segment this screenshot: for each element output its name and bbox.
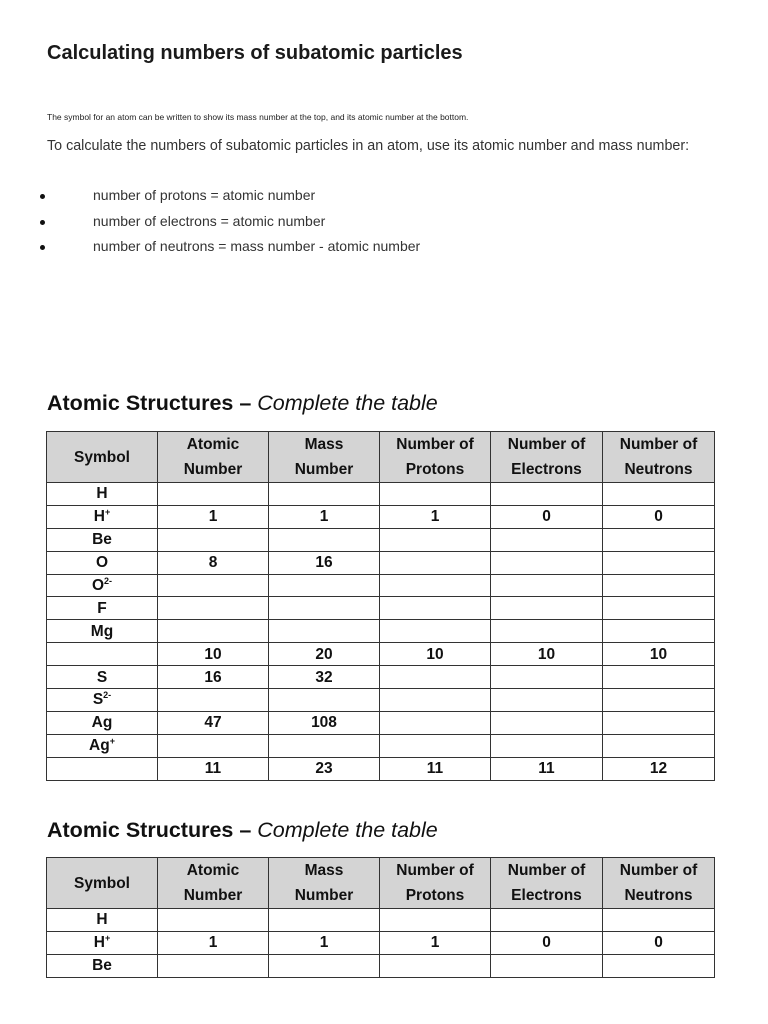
value-cell[interactable] <box>158 620 269 643</box>
column-header-line: Neutrons <box>624 461 693 478</box>
column-header <box>47 432 158 483</box>
table-row <box>47 620 715 643</box>
table-row <box>47 505 715 528</box>
table-row <box>47 734 715 757</box>
element-symbol: H <box>96 911 108 929</box>
value-cell[interactable] <box>269 528 380 551</box>
value-cell[interactable] <box>603 954 715 977</box>
value-cell[interactable] <box>158 574 269 597</box>
column-header <box>380 858 491 909</box>
column-header-line: Atomic <box>186 436 240 453</box>
section-heading-italic: Complete the table <box>257 391 438 415</box>
column-header-line: Number of <box>396 436 474 453</box>
symbol-cell[interactable] <box>47 734 158 757</box>
list-item-text: number of electrons = atomic number <box>93 212 326 229</box>
value-cell[interactable] <box>269 483 380 506</box>
value-cell[interactable]: 0 <box>603 505 715 528</box>
value-cell[interactable]: 1 <box>380 931 491 954</box>
value-cell[interactable] <box>491 666 603 689</box>
value-cell[interactable] <box>269 574 380 597</box>
column-header <box>158 858 269 909</box>
table-row <box>47 643 715 666</box>
symbol-cell[interactable] <box>47 551 158 574</box>
value-cell[interactable] <box>603 551 715 574</box>
symbol-cell[interactable] <box>47 528 158 551</box>
value-cell[interactable] <box>603 574 715 597</box>
table-row <box>47 483 715 506</box>
column-header-line: Number <box>294 461 354 478</box>
element-symbol: Ag <box>89 737 110 755</box>
table-row <box>47 574 715 597</box>
column-header-line: Number <box>294 887 354 904</box>
column-header <box>491 432 603 483</box>
element-symbol: Be <box>92 957 112 975</box>
element-symbol: S <box>92 691 104 709</box>
table-row <box>47 909 715 932</box>
value-cell[interactable]: 47 <box>158 711 269 734</box>
symbol-cell[interactable] <box>47 757 158 780</box>
element-symbol: Ag <box>91 714 113 732</box>
value-cell[interactable]: 10 <box>603 643 715 666</box>
symbol-note: The symbol for an atom can be written to show its mass number at the top, and its atomic number at the bottom. <box>47 112 469 122</box>
column-header-line: Symbol <box>74 874 130 892</box>
value-cell[interactable] <box>269 597 380 620</box>
value-cell[interactable]: 0 <box>491 505 603 528</box>
value-cell[interactable] <box>491 597 603 620</box>
column-header-line: Number <box>183 887 243 904</box>
element-symbol: Be <box>92 531 112 549</box>
value-cell[interactable]: 12 <box>603 757 715 780</box>
value-cell[interactable] <box>380 620 491 643</box>
ion-charge: + <box>109 736 115 747</box>
value-cell[interactable] <box>491 483 603 506</box>
column-header-line: Number of <box>507 436 586 453</box>
symbol-cell[interactable] <box>47 954 158 977</box>
value-cell[interactable]: 8 <box>158 551 269 574</box>
column-header-line: Mass <box>304 862 344 879</box>
value-cell[interactable]: 1 <box>380 505 491 528</box>
value-cell[interactable] <box>491 620 603 643</box>
value-cell[interactable] <box>158 954 269 977</box>
ion-charge: + <box>104 933 111 944</box>
value-cell[interactable]: 0 <box>603 931 715 954</box>
value-cell[interactable] <box>603 689 715 712</box>
value-cell[interactable]: 32 <box>269 666 380 689</box>
element-symbol: Mg <box>90 622 114 640</box>
column-header-line: Number <box>183 461 243 478</box>
value-cell[interactable] <box>380 597 491 620</box>
value-cell[interactable] <box>380 528 491 551</box>
value-cell[interactable]: 1 <box>158 505 269 528</box>
value-cell[interactable] <box>158 734 269 757</box>
value-cell[interactable] <box>380 551 491 574</box>
column-header-line: Protons <box>405 461 465 478</box>
value-cell[interactable] <box>380 483 491 506</box>
table-row <box>47 597 715 620</box>
value-cell[interactable] <box>603 528 715 551</box>
column-header <box>491 858 603 909</box>
column-header-line: Electrons <box>511 887 582 904</box>
value-cell[interactable] <box>491 551 603 574</box>
table-row <box>47 757 715 780</box>
list-item-text: number of neutrons = mass number - atomic number <box>93 238 421 254</box>
table-row <box>47 711 715 734</box>
column-header-line: Protons <box>405 887 465 904</box>
intro-paragraph: To calculate the numbers of subatomic particles in an atom, use its atomic number and mass number: <box>47 138 690 154</box>
value-cell[interactable]: 1 <box>269 505 380 528</box>
symbol-cell[interactable] <box>47 689 158 712</box>
symbol-cell[interactable] <box>47 483 158 506</box>
list-item-text: number of protons = atomic number <box>93 187 316 203</box>
element-symbol: F <box>97 599 107 617</box>
column-header-line: Electrons <box>511 461 582 478</box>
value-cell[interactable] <box>603 597 715 620</box>
value-cell[interactable] <box>380 734 491 757</box>
value-cell[interactable] <box>380 574 491 597</box>
column-header <box>47 858 158 909</box>
value-cell[interactable] <box>269 734 380 757</box>
value-cell[interactable] <box>603 734 715 757</box>
value-cell[interactable] <box>269 909 380 932</box>
value-cell[interactable] <box>491 954 603 977</box>
symbol-cell[interactable] <box>47 666 158 689</box>
bullet-icon <box>40 194 45 199</box>
column-header-line: Number of <box>619 862 698 879</box>
value-cell[interactable]: 10 <box>158 643 269 666</box>
ion-charge: + <box>104 507 111 518</box>
column-header-line: Number of <box>507 862 586 879</box>
value-cell[interactable]: 11 <box>158 757 269 780</box>
value-cell[interactable]: 10 <box>491 643 603 666</box>
value-cell[interactable] <box>158 597 269 620</box>
column-header <box>380 432 491 483</box>
symbol-cell[interactable] <box>47 711 158 734</box>
column-header <box>158 432 269 483</box>
value-cell[interactable]: 23 <box>269 757 380 780</box>
value-cell[interactable]: 16 <box>269 551 380 574</box>
table-header-row <box>47 858 715 909</box>
value-cell[interactable] <box>603 711 715 734</box>
atomic-structure-table <box>46 857 715 978</box>
value-cell[interactable] <box>269 620 380 643</box>
value-cell[interactable] <box>603 483 715 506</box>
symbol-cell[interactable] <box>47 574 158 597</box>
section-heading-italic: Complete the table <box>257 818 438 842</box>
value-cell[interactable] <box>158 483 269 506</box>
page-title: Calculating numbers of subatomic particles <box>47 42 463 64</box>
value-cell[interactable] <box>158 689 269 712</box>
section-heading <box>47 391 438 416</box>
element-symbol: H <box>93 934 105 952</box>
table-row <box>47 551 715 574</box>
value-cell[interactable] <box>491 528 603 551</box>
column-header-line: Atomic <box>186 862 240 879</box>
element-symbol: H <box>96 485 108 503</box>
bullet-icon <box>40 245 45 250</box>
value-cell[interactable]: 11 <box>380 757 491 780</box>
value-cell[interactable] <box>491 689 603 712</box>
column-header <box>603 858 715 909</box>
section-heading-bold: Atomic Structures – <box>47 818 258 842</box>
value-cell[interactable]: 108 <box>269 711 380 734</box>
value-cell[interactable]: 0 <box>491 931 603 954</box>
column-header-line: Mass <box>304 436 344 453</box>
value-cell[interactable] <box>491 909 603 932</box>
bullet-icon <box>40 220 45 225</box>
value-cell[interactable] <box>491 574 603 597</box>
value-cell[interactable]: 11 <box>491 757 603 780</box>
value-cell[interactable] <box>380 689 491 712</box>
symbol-cell[interactable] <box>47 505 158 528</box>
value-cell[interactable] <box>269 689 380 712</box>
symbol-cell[interactable] <box>47 643 158 666</box>
table-row <box>47 666 715 689</box>
value-cell[interactable] <box>603 909 715 932</box>
value-cell[interactable] <box>491 711 603 734</box>
symbol-cell[interactable] <box>47 597 158 620</box>
ion-charge: 2- <box>103 690 112 701</box>
table-row <box>47 931 715 954</box>
symbol-cell[interactable] <box>47 909 158 932</box>
value-cell[interactable] <box>491 734 603 757</box>
value-cell[interactable]: 10 <box>380 643 491 666</box>
table-row <box>47 689 715 712</box>
table-header-row <box>47 432 715 483</box>
column-header <box>269 858 380 909</box>
table-row <box>47 528 715 551</box>
column-header-line: Symbol <box>74 448 130 466</box>
value-cell[interactable]: 1 <box>158 931 269 954</box>
atomic-structure-table <box>46 431 715 781</box>
column-header-line: Neutrons <box>624 887 693 904</box>
element-symbol: S <box>96 668 108 686</box>
section-heading <box>47 818 438 843</box>
value-cell[interactable] <box>158 909 269 932</box>
section-heading-bold: Atomic Structures – <box>47 391 258 415</box>
value-cell[interactable] <box>269 954 380 977</box>
value-cell[interactable] <box>380 954 491 977</box>
column-header-line: Number of <box>619 436 698 453</box>
value-cell[interactable]: 16 <box>158 666 269 689</box>
value-cell[interactable]: 1 <box>269 931 380 954</box>
column-header <box>603 432 715 483</box>
symbol-cell[interactable] <box>47 931 158 954</box>
ion-charge: 2- <box>104 576 113 586</box>
table-row <box>47 954 715 977</box>
value-cell[interactable]: 20 <box>269 643 380 666</box>
value-cell[interactable] <box>158 528 269 551</box>
value-cell[interactable] <box>380 711 491 734</box>
column-header <box>269 432 380 483</box>
element-symbol: O <box>91 577 105 594</box>
column-header-line: Number of <box>396 862 474 879</box>
element-symbol: H <box>93 508 105 526</box>
symbol-cell[interactable] <box>47 620 158 643</box>
value-cell[interactable] <box>603 620 715 643</box>
element-symbol: O <box>95 554 109 572</box>
value-cell[interactable] <box>603 666 715 689</box>
value-cell[interactable] <box>380 666 491 689</box>
value-cell[interactable] <box>380 909 491 932</box>
